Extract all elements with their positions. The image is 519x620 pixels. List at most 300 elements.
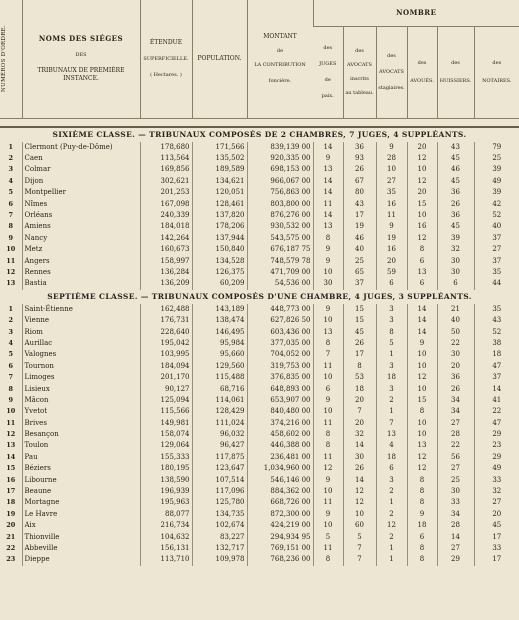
table-cell: 471,709 00 — [247, 267, 313, 278]
header-montant-line2: de — [276, 47, 284, 54]
table-cell: 20 — [343, 417, 376, 428]
header-montant — [247, 0, 313, 118]
table-cell: 8 — [343, 361, 376, 372]
table-cell: 10 — [313, 372, 343, 383]
table-cell: 11 — [313, 417, 343, 428]
table-cell: Béziers — [22, 463, 140, 474]
table-row — [0, 520, 519, 531]
table-row — [0, 406, 519, 417]
table-cell: 129,064 — [140, 440, 192, 451]
table-row — [0, 244, 519, 255]
table-cell: 43 — [474, 315, 519, 326]
header-notaires — [474, 26, 519, 118]
header-separator — [0, 118, 519, 127]
section-title-row — [0, 127, 519, 142]
table-cell: 6 — [407, 255, 437, 266]
header-avocats-line4: au tableau. — [345, 90, 374, 96]
table-cell: 17 — [474, 554, 519, 565]
table-cell: 28 — [437, 520, 474, 531]
table-cell: 11 — [6, 418, 16, 427]
table-cell: 13 — [6, 441, 16, 450]
header-avocats — [343, 26, 376, 118]
table-cell: 3 — [376, 315, 407, 326]
table-cell: 14 — [343, 440, 376, 451]
table-cell: 4 — [8, 338, 14, 347]
table-cell: 136,209 — [140, 278, 192, 289]
table-cell: 9 — [407, 509, 437, 520]
table-cell: 15 — [6, 464, 16, 473]
table-cell: Riom — [22, 326, 140, 337]
table-cell: 930,532 00 — [247, 221, 313, 232]
table-cell: 138,590 — [140, 474, 192, 485]
table-row — [0, 153, 519, 164]
table-cell: 30 — [437, 486, 474, 497]
table-cell: 920,335 00 — [247, 153, 313, 164]
table-cell: 52 — [474, 326, 519, 337]
table-cell: 26 — [343, 463, 376, 474]
header-juges — [313, 26, 343, 118]
table-cell: 12 — [6, 267, 16, 276]
table-cell: 8 — [407, 497, 437, 508]
table-cell: 15 — [407, 198, 437, 209]
table-cell: 29 — [474, 452, 519, 463]
table-cell: 29 — [437, 554, 474, 565]
table-cell: 8 — [8, 222, 14, 231]
table-cell: 45 — [437, 153, 474, 164]
table-cell: 803,800 00 — [247, 198, 313, 209]
table-cell: 9 — [313, 509, 343, 520]
table-cell: 167,098 — [140, 198, 192, 209]
table-cell: 294,934 95 — [247, 531, 313, 542]
table-cell: 143,189 — [192, 304, 247, 315]
table-cell: 876,276 00 — [247, 210, 313, 221]
header-stagiaires — [376, 26, 407, 118]
table-cell: 2 — [376, 395, 407, 406]
table-cell: 872,300 00 — [247, 509, 313, 520]
table-cell: 7 — [343, 554, 376, 565]
table-cell: 96,427 — [192, 440, 247, 451]
table-cell: 840,480 00 — [247, 406, 313, 417]
table-cell: Thionville — [22, 531, 140, 542]
table-cell: 377,035 00 — [247, 338, 313, 349]
table-cell: 11 — [313, 361, 343, 372]
table-cell: 698,153 00 — [247, 164, 313, 175]
table-cell: 10 — [313, 315, 343, 326]
table-cell: 839,139 00 — [247, 142, 313, 153]
table-cell: 8 — [313, 338, 343, 349]
table-cell: 3 — [376, 474, 407, 485]
table-row — [0, 255, 519, 266]
header-avoues-line2: AVOUÉS. — [410, 78, 434, 84]
table-cell: 1 — [376, 406, 407, 417]
table-cell: 107,514 — [192, 474, 247, 485]
table-cell: 8 — [8, 384, 14, 393]
table-row — [0, 543, 519, 554]
table-cell: 756,863 00 — [247, 187, 313, 198]
table-row — [0, 372, 519, 383]
table-cell: 14 — [407, 326, 437, 337]
table-cell: 45 — [343, 326, 376, 337]
table-cell: 12 — [407, 153, 437, 164]
table-cell: 14 — [313, 176, 343, 187]
table-cell: 67 — [343, 176, 376, 187]
table-cell: Amiens — [22, 221, 140, 232]
table-row — [0, 429, 519, 440]
table-cell: 129,560 — [192, 361, 247, 372]
table-cell: 3 — [376, 383, 407, 394]
table-cell: 18 — [474, 349, 519, 360]
table-row — [0, 349, 519, 360]
header-avocats-line2: AVOCATS — [347, 62, 372, 68]
table-cell: 2 — [8, 154, 14, 163]
table-cell: 10 — [407, 429, 437, 440]
table-cell: 7 — [343, 406, 376, 417]
header-juges-line1: des — [323, 45, 333, 51]
table-cell: 28 — [376, 153, 407, 164]
table-cell: Nancy — [22, 233, 140, 244]
table-row — [0, 142, 519, 153]
table-cell: 769,151 00 — [247, 543, 313, 554]
table-cell: 184,094 — [140, 361, 192, 372]
table-cell: 8 — [376, 326, 407, 337]
table-cell: 15 — [407, 395, 437, 406]
table-cell: 8 — [407, 244, 437, 255]
table-cell: 13 — [313, 221, 343, 232]
table-row — [0, 554, 519, 565]
table-cell: 201,253 — [140, 187, 192, 198]
table-cell: 80 — [343, 187, 376, 198]
table-cell: 30 — [343, 452, 376, 463]
table-cell: 19 — [6, 509, 16, 518]
table-cell: 20 — [407, 142, 437, 153]
table-cell: 543,575 00 — [247, 233, 313, 244]
table-cell: 196,939 — [140, 486, 192, 497]
table-cell: 10 — [407, 417, 437, 428]
header-juges-line4: paix. — [321, 93, 334, 99]
table-row — [0, 210, 519, 221]
table-cell: 1,034,960 00 — [247, 463, 313, 474]
table-cell: 12 — [407, 452, 437, 463]
table-cell: 40 — [437, 315, 474, 326]
table-cell: 28 — [437, 429, 474, 440]
table-cell: 195,042 — [140, 338, 192, 349]
table-cell: 11 — [376, 210, 407, 221]
table-cell: 11 — [313, 543, 343, 554]
table-cell: 195,963 — [140, 497, 192, 508]
table-cell: 134,621 — [192, 176, 247, 187]
table-cell: 3 — [8, 327, 14, 336]
table-cell: 9 — [313, 255, 343, 266]
table-cell: 6 — [376, 463, 407, 474]
header-montant-line3: LA CONTRIBUTION — [254, 61, 306, 68]
table-cell: 302,621 — [140, 176, 192, 187]
table-row — [0, 395, 519, 406]
table-cell: 39 — [437, 233, 474, 244]
table-cell: Aurillac — [22, 338, 140, 349]
table-cell: 4 — [8, 176, 14, 185]
table-cell: 33 — [474, 543, 519, 554]
table-cell: 60 — [343, 520, 376, 531]
table-cell: 2 — [8, 316, 14, 325]
table-cell: 458,602 00 — [247, 429, 313, 440]
table-cell: 20 — [376, 255, 407, 266]
table-cell: 9 — [8, 395, 14, 404]
table-cell: 9 — [376, 221, 407, 232]
table-cell: 17 — [343, 210, 376, 221]
table-cell: 45 — [437, 221, 474, 232]
table-cell: 54,536 00 — [247, 278, 313, 289]
table-row — [0, 440, 519, 451]
table-cell: 12 — [343, 486, 376, 497]
table-cell: 15 — [343, 304, 376, 315]
table-row — [0, 497, 519, 508]
table-cell: 8 — [407, 486, 437, 497]
table-cell: 648,893 00 — [247, 383, 313, 394]
header-montant-line1: MONTANT — [263, 32, 297, 40]
table-cell: 12 — [313, 463, 343, 474]
table-cell: 8 — [407, 406, 437, 417]
table-cell: 3 — [376, 304, 407, 315]
table-cell: 10 — [313, 486, 343, 497]
table-cell: 18 — [376, 452, 407, 463]
header-notaires-line1: des — [492, 60, 502, 66]
table-cell: 30 — [437, 349, 474, 360]
table-cell: 9 — [313, 153, 343, 164]
table-cell: 115,488 — [192, 372, 247, 383]
table-cell: 22 — [6, 543, 16, 552]
table-cell: Saint-Étienne — [22, 304, 140, 315]
table-cell: 32 — [343, 429, 376, 440]
header-population-label: POPULATION. — [197, 54, 242, 62]
table-cell: 102,674 — [192, 520, 247, 531]
table-cell: 16 — [407, 221, 437, 232]
table-cell: 16 — [376, 198, 407, 209]
table-cell: 7 — [8, 373, 14, 382]
table-cell: 88,077 — [140, 509, 192, 520]
table-cell: 6 — [437, 278, 474, 289]
table-cell: 162,488 — [140, 304, 192, 315]
table-cell: 53 — [343, 372, 376, 383]
table-cell: 4 — [376, 440, 407, 451]
table-cell: 10 — [376, 164, 407, 175]
table-cell: 27 — [376, 176, 407, 187]
table-row — [0, 463, 519, 474]
table-cell: 14 — [474, 383, 519, 394]
table-cell: 5 — [8, 350, 14, 359]
table-row — [0, 278, 519, 289]
table-cell: 884,362 00 — [247, 486, 313, 497]
table-cell: 1 — [8, 142, 14, 151]
table-cell: Abbeville — [22, 543, 140, 554]
table-cell: 13 — [313, 326, 343, 337]
table-cell: 49 — [474, 463, 519, 474]
table-cell: 228,640 — [140, 326, 192, 337]
table-row — [0, 326, 519, 337]
table-cell: Dijon — [22, 176, 140, 187]
table-row — [0, 474, 519, 485]
table-cell: 10 — [407, 361, 437, 372]
table-cell: 136,284 — [140, 267, 192, 278]
section-title-row — [0, 290, 519, 304]
table-cell: 17 — [343, 349, 376, 360]
table-cell: 146,495 — [192, 326, 247, 337]
table-cell: 33 — [437, 497, 474, 508]
table-cell: 11 — [313, 452, 343, 463]
table-cell: 10 — [343, 509, 376, 520]
table-cell: 113,710 — [140, 554, 192, 565]
table-cell: 448,773 00 — [247, 304, 313, 315]
table-cell: 6 — [8, 361, 14, 370]
table-cell: 26 — [343, 164, 376, 175]
table-cell: 8 — [313, 440, 343, 451]
table-cell: Besançon — [22, 429, 140, 440]
table-cell: 30 — [437, 267, 474, 278]
table-cell: 12 — [407, 233, 437, 244]
table-cell: 128,461 — [192, 198, 247, 209]
table-cell: 117,875 — [192, 452, 247, 463]
table-cell: 748,579 78 — [247, 255, 313, 266]
table-cell: 5 — [313, 531, 343, 542]
table-cell: 2 — [376, 531, 407, 542]
table-cell: 12 — [6, 430, 16, 439]
table-cell: 6 — [8, 199, 14, 208]
table-cell: 189,589 — [192, 164, 247, 175]
table-cell: 546,146 00 — [247, 474, 313, 485]
table-cell: 134,735 — [192, 509, 247, 520]
table-row — [0, 509, 519, 520]
table-row — [0, 176, 519, 187]
header-avocats-line3: inscrits — [350, 76, 369, 82]
table-cell: 9 — [8, 233, 14, 242]
table-cell: 10 — [6, 245, 16, 254]
table-cell: 12 — [407, 176, 437, 187]
table-cell: 704,052 00 — [247, 349, 313, 360]
table-cell: 93 — [343, 153, 376, 164]
table-cell: 668,726 00 — [247, 497, 313, 508]
table-cell: 158,997 — [140, 255, 192, 266]
table-cell: 1 — [8, 304, 14, 313]
table-cell: 138,474 — [192, 315, 247, 326]
table-cell: 446,388 00 — [247, 440, 313, 451]
table-cell: 27 — [474, 244, 519, 255]
table-row — [0, 304, 519, 315]
table-cell: 47 — [474, 361, 519, 372]
table-cell: 150,840 — [192, 244, 247, 255]
table-cell: 104,632 — [140, 531, 192, 542]
header-huissiers — [437, 26, 474, 118]
table-cell: 37 — [343, 278, 376, 289]
header-nombre-label: NOMBRE — [396, 7, 437, 17]
table-cell: 68,716 — [192, 383, 247, 394]
table-cell: 103,995 — [140, 349, 192, 360]
table-cell: 115,566 — [140, 406, 192, 417]
table-cell: 95,984 — [192, 338, 247, 349]
table-cell: 25 — [474, 153, 519, 164]
table-cell: 32 — [474, 486, 519, 497]
table-cell: 8 — [313, 233, 343, 244]
table-cell: 6 — [376, 278, 407, 289]
table-cell: 13 — [6, 279, 16, 288]
table-cell: 20 — [343, 395, 376, 406]
header-sieges-line1: NOMS DES SIÉGES — [38, 33, 124, 43]
table-cell: 135,502 — [192, 153, 247, 164]
table-cell: 47 — [474, 417, 519, 428]
table-cell: 79 — [474, 142, 519, 153]
table-row — [0, 187, 519, 198]
table-cell: 8 — [313, 429, 343, 440]
header-avocats-line1: des — [355, 48, 364, 54]
table-cell: 34 — [437, 406, 474, 417]
table-cell: Mortagne — [22, 497, 140, 508]
table-cell: 1 — [376, 543, 407, 554]
table-cell: 10 — [407, 383, 437, 394]
table-cell: 22 — [437, 440, 474, 451]
table-cell: 176,731 — [140, 315, 192, 326]
table-cell: 26 — [343, 338, 376, 349]
table-cell: 35 — [474, 304, 519, 315]
table-cell: 9 — [376, 142, 407, 153]
table-cell: 158,074 — [140, 429, 192, 440]
table-cell: 18 — [6, 498, 16, 507]
header-etendue-line1: ÉTENDUE — [149, 38, 183, 46]
table-cell: Vienne — [22, 315, 140, 326]
table-cell: 60,209 — [192, 278, 247, 289]
table-cell: 376,835 00 — [247, 372, 313, 383]
table-cell: Yvetot — [22, 406, 140, 417]
table-cell: 113,564 — [140, 153, 192, 164]
table-cell: 603,436 00 — [247, 326, 313, 337]
table-cell: 23 — [474, 440, 519, 451]
table-cell: 10 — [407, 164, 437, 175]
table-cell: 30 — [313, 278, 343, 289]
table-cell: 7 — [376, 417, 407, 428]
table-cell: Colmar — [22, 164, 140, 175]
table-cell: 12 — [407, 372, 437, 383]
table-cell: 117,096 — [192, 486, 247, 497]
table-cell: 7 — [313, 349, 343, 360]
table-cell: 27 — [437, 417, 474, 428]
table-cell: 10 — [313, 406, 343, 417]
table-cell: 19 — [376, 233, 407, 244]
table-cell: 46 — [343, 233, 376, 244]
table-cell: 38 — [474, 338, 519, 349]
table-cell: 37 — [474, 372, 519, 383]
table-cell: 34 — [437, 395, 474, 406]
table-cell: 95,660 — [192, 349, 247, 360]
header-stagiaires-line2: AVOCATS — [379, 69, 404, 75]
table-cell: 40 — [343, 244, 376, 255]
table-row — [0, 452, 519, 463]
table-cell: 12 — [343, 497, 376, 508]
table-cell: 125,780 — [192, 497, 247, 508]
table-cell: 11 — [6, 256, 16, 265]
table-cell: 9 — [407, 338, 437, 349]
table-cell: 43 — [343, 198, 376, 209]
table-cell: Valognes — [22, 349, 140, 360]
table-cell: 42 — [474, 198, 519, 209]
header-montant-line4: foncière. — [268, 77, 292, 84]
table-cell: 134,528 — [192, 255, 247, 266]
table-cell: 5 — [8, 188, 14, 197]
table-cell: 109,978 — [192, 554, 247, 565]
table-cell: Rennes — [22, 267, 140, 278]
header-population — [192, 0, 247, 118]
table-cell: 8 — [407, 474, 437, 485]
table-cell: 178,680 — [140, 142, 192, 153]
table-cell: 137,820 — [192, 210, 247, 221]
table-cell: 160,673 — [140, 244, 192, 255]
table-cell: 27 — [437, 543, 474, 554]
